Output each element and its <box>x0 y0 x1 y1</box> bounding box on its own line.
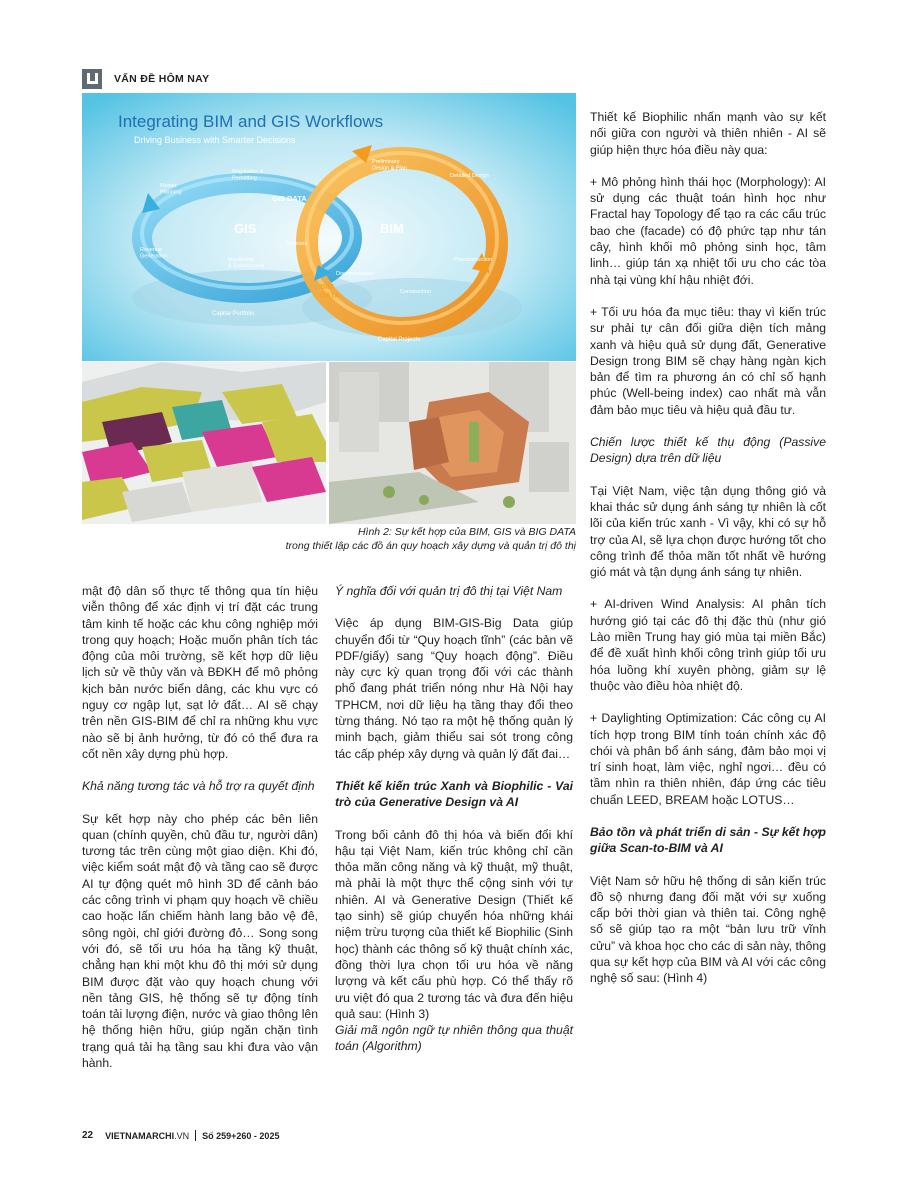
paragraph: Trong bối cảnh đô thị hóa và biến đổi khí hậu tại Việt Nam, kiến trúc không chỉ cần thỏa mãn công năng và kỹ thuật, mỹ thuật, mà phải là một thực thể cộng sinh với tự nhiên. AI và Generative Design (Thiết kế tạo sinh) sẽ giúp chuyển hóa những khái niệm trừu tượng của thiết kế Biophilic (Sinh học) thành các thông số kỹ thuật chính xác, đồng thời lựa chọn tối ưu hóa về năng lượng và kết cấu phù hợp. Có thể thấy rõ ưu việt đó qua 2 tương tác và đưa đến hiệu quả sau: (Hình 3) <box>335 827 573 1021</box>
paragraph: + AI-driven Wind Analysis: AI phân tích hướng gió tại các đô thị đặc thù (như gió Lào miền Trung hay gió mùa tại miền Bắc) để đề xuất hình khối công trình giúp tối ưu hóa luồng khí xuyên phòng, giảm sự lệ thuộc vào điều hòa nhiệt độ. <box>590 597 826 693</box>
preconstruction-label: Preconstruction <box>454 257 493 263</box>
subheading: Khả năng tương tác và hỗ trợ ra quyết định <box>82 779 315 794</box>
caption-line-2: trong thiết lập các đồ án quy hoạch xây dựng và quản trị đô thị <box>285 540 576 552</box>
regulation-label: Regulation & Permitting <box>232 169 264 182</box>
detailed-design-label: Detailed Design <box>450 173 489 179</box>
magazine-logo-icon <box>82 69 102 89</box>
subheading: Chiến lược thiết kế thụ động (Passive Design) dựa trên dữ liệu <box>590 435 826 466</box>
master-planning-label: Master Planning <box>160 183 182 196</box>
gis-3d-city-image <box>82 362 326 524</box>
paragraph: mật độ dân số thực tế thông qua tín hiệu viễn thông để xác định vị trí đặt các trung tâm kinh tế hoặc các khu công nghiệp mới trong quy hoạch; Hoặc muốn phân tích tác động của môi trường, sẽ kết hợp dữ liệu lịch sử về thủy văn và BĐKH để mô phỏng kịch bản nước biển dâng, các khu vực có nguy cơ ngập lụt, sạt lở đất… AI sẽ chạy trên nền GIS-BIM để chỉ ra những khu vực nào sẽ bị ảnh hưởng, từ đó có thể đưa ra cốt nền xây dựng phù hợp. <box>82 584 318 761</box>
diagram-title: Integrating BIM and GIS Workflows <box>118 112 384 131</box>
subheading: Ý nghĩa đối với quản trị đô thị tại Việt Nam <box>335 584 563 598</box>
section-heading: Thiết kế kiến trúc Xanh và Biophilic - Vai trò của Generative Design và AI <box>335 778 573 810</box>
bim-gis-diagram <box>82 93 576 361</box>
paragraph: + Tối ưu hóa đa mục tiêu: thay vì kiến trúc sư phải tự cân đối giữa diện tích mảng xanh và hiệu quả sử dụng đất, Generative Design trong BIM sẽ chạy hàng ngàn kịch bản để tìm ra phương án có chỉ số hạnh phúc (Well-being index) cao nhất mà vẫn đảm bảo mục tiêu và hiệu quả đầu tư. <box>590 304 826 417</box>
caption-line-1: Hình 2: Sự kết hợp của BIM, GIS và BIG DATA <box>357 526 576 538</box>
section-heading: Bảo tồn và phát triển di sản - Sự kết hợp giữa Scan-to-BIM và AI <box>590 824 826 856</box>
documentation-label: Documentation <box>336 271 373 277</box>
gis-label: GIS <box>234 221 257 236</box>
text-column-1 <box>82 583 318 1071</box>
paragraph: Tại Việt Nam, việc tận dụng thông gió và khai thác sử dụng ánh sáng tự nhiên là cốt lõi của kiến trúc xanh - Vì vậy, khi có sự hỗ trợ của AI, sẽ lựa chọn được hướng tốt cho công trình để thỏa mãn tốt nhất về hướng gió mát và tận dụng ánh sáng tự nhiên. <box>590 483 826 580</box>
paragraph: Việc áp dụng BIM-GIS-Big Data giúp chuyển đổi từ “Quy hoạch tĩnh” (các bản vẽ PDF/giấy) sang “Quy hoạch động”. Điều này cực kỳ quan trọng đối với các thành phố đang phát triển nóng như Hà Nội hay TPHCM, nơi dữ liệu hạ tầng thay đổi theo từng tháng. Nó tạo ra một hệ thống quản lý minh bạch, giảm thiểu sai sót trong công tác cấp phép xây dựng và quản lý đất đai… <box>335 616 573 761</box>
capital-projects-label: Capital Projects <box>378 337 421 343</box>
figure-caption <box>180 525 576 553</box>
gis-data-label: GIS DATA <box>272 194 307 203</box>
paragraph: Việt Nam sở hữu hệ thống di sản kiến trúc đồ sộ nhưng đang đối mặt với sự xuống cấp bởi thời gian và thiên tai. Công nghệ số sẽ giúp tạo ra một “bản lưu trữ vĩnh cửu” và khoa học cho các di sản này, thông qua sự kết hợp của BIM và AI với các công nghệ số sau: (Hình 4) <box>590 873 826 986</box>
diagram-subtitle: Driving Business with Smarter Decisions <box>134 135 296 145</box>
paragraph: + Mô phỏng hình thái học (Morphology): AI sử dụng các thuật toán hình học như Fractal hay Topology để tạo ra các cấu trúc bao che (facade) có độ phức tạp như tán cây, hình khối mô phỏng sinh học, tâm linh… giúp tán xạ nhiệt tối ưu cho các tòa nhà tại vùng khí hậu nhiệt đới. <box>590 174 826 287</box>
issue-number: Số 259+260 - 2025 <box>202 1130 280 1141</box>
services-label: Services <box>286 241 308 247</box>
page-number: 22 <box>82 1130 94 1141</box>
bim-label: BIM <box>380 221 404 236</box>
preliminary-label: Preliminary Design & Plan <box>372 159 407 172</box>
paragraph: + Daylighting Optimization: Các công cụ AI tích hợp trong BIM tính toán chính xác độ chói và phân bổ ánh sáng, đảm bảo mọi vị trí sinh hoạt, làm việc, nghỉ ngơi… đều có tầm nhìn ra thiên nhiên, đáp ứng các tiêu chuẩn LEED, BREAM hoặc LOTUS… <box>590 711 826 807</box>
section-title: VẤN ĐỀ HÔM NAY <box>114 73 210 85</box>
footer-divider <box>195 1130 196 1141</box>
revenue-label: Revenue Generation <box>140 247 168 260</box>
subheading: Giải mã ngôn ngữ tự nhiên thông qua thuật toán (Algorithm) <box>335 1023 573 1054</box>
page-footer <box>82 1130 279 1141</box>
paragraph: Thiết kế Biophilic nhấn mạnh vào sự kết nối giữa con người và thiên nhiên - AI sẽ giúp hiện thực hóa điều này qua: <box>590 110 826 157</box>
paragraph: Sự kết hợp này cho phép các bên liên quan (chính quyền, chủ đầu tư, người dân) tương tác trên cùng một giao diện. Khi đó, việc kiểm soát mật độ và tầng cao sẽ được AI tự động quét mô hình 3D để cảnh báo các công trình vi phạm quy hoạch về chiều cao hoặc lấn chiếm hành lang bảo vệ đê, sông ngòi, chỉ giới đường đỏ… Song song với đó, sẽ tối ưu hóa hạ tầng kỹ thuật, chẳng hạn khi một khu đô thị mới sử dụng BIM được đặt vào quy hoạch chung với nền tảng GIS, hệ thống sẽ tự động tính toán tải lượng điện, nước và giao thông lên hệ thống hiện hữu, giúp ngăn chặn tình trạng quá tải hạ tầng sau khi đưa vào vận hành. <box>82 811 318 1071</box>
bim-3d-render-image <box>329 362 576 524</box>
capital-portfolio-label: Capital Portfolio <box>212 311 255 317</box>
magazine-brand <box>105 1131 189 1141</box>
text-column-3 <box>590 109 826 987</box>
page-header <box>82 66 209 92</box>
bim-data-label: BIM DATA <box>320 282 340 300</box>
brand-suffix: .VN <box>174 1130 190 1141</box>
monitoring-label: Monitoring & Enforcement <box>228 257 265 270</box>
text-column-2 <box>335 583 573 1055</box>
construction-label: Construction <box>400 289 431 295</box>
brand-name: VIETNAMARCHI <box>105 1130 175 1141</box>
